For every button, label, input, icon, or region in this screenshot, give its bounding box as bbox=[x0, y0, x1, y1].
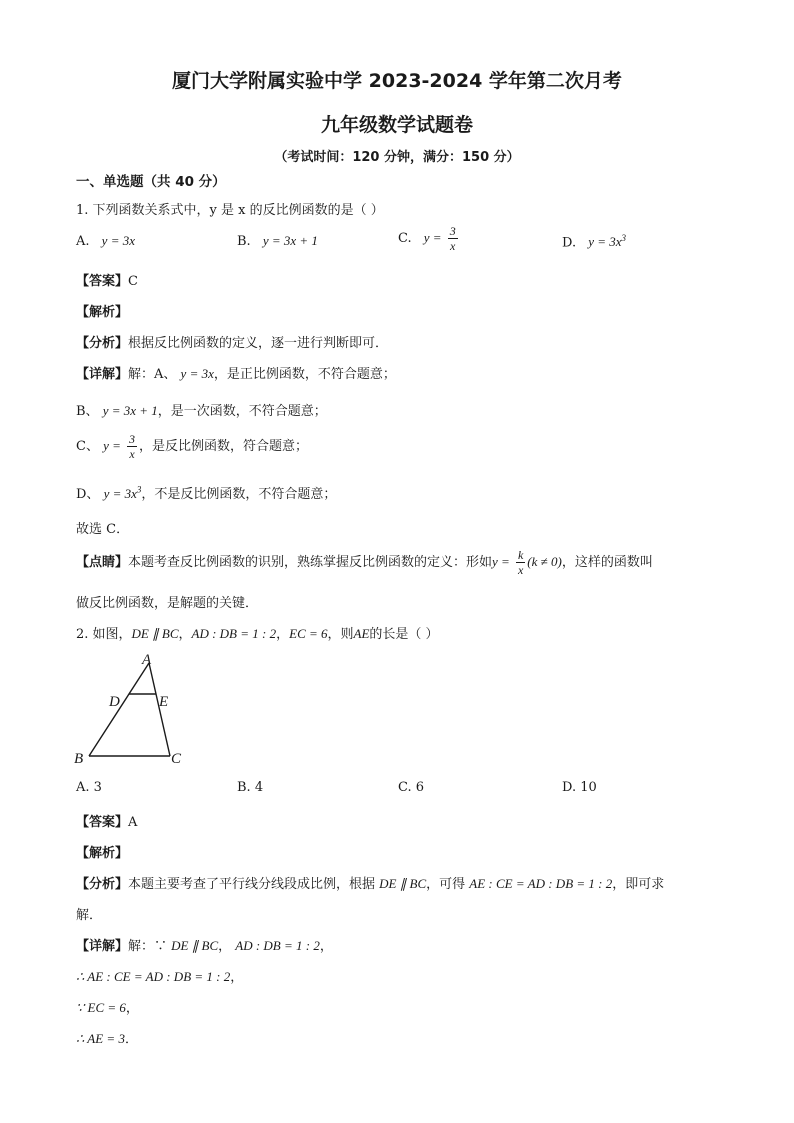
option-expr: y = bbox=[423, 230, 442, 245]
option-value: 6 bbox=[415, 780, 425, 795]
q1-stem: 1. 下列函数关系式中，y 是 x 的反比例函数的是（ ） bbox=[76, 203, 384, 218]
fenxi-ratio: AE : CE = AD : DB = 1 : 2 bbox=[469, 876, 613, 891]
xiangjie-tag: 【详解】 bbox=[76, 939, 129, 954]
section-heading: 一、单选题（共 40 分） bbox=[76, 174, 226, 190]
option-value: 3 bbox=[93, 780, 102, 795]
answer-tag: 【答案】 bbox=[76, 815, 129, 830]
q1-option-c bbox=[398, 225, 460, 252]
fraction bbox=[448, 225, 458, 252]
label-a: A bbox=[142, 652, 152, 668]
detail-prefix: 解：∵ bbox=[128, 939, 168, 954]
dianjing-text: 本题考查反比例函数的识别，熟练掌握反比例函数的定义：形如 bbox=[128, 555, 493, 570]
option-expr: y = 3x + 1 bbox=[262, 233, 318, 248]
fenxi-text-end: ，即可求 bbox=[612, 877, 665, 892]
fraction-denominator: x bbox=[129, 447, 135, 461]
stem-condition-3: EC = 6 bbox=[289, 626, 328, 641]
option-letter: D. bbox=[562, 780, 577, 795]
fraction bbox=[127, 433, 137, 460]
detail-prefix: B、 bbox=[76, 404, 99, 419]
option-letter: A. bbox=[76, 234, 90, 249]
label-d: D bbox=[109, 694, 120, 710]
answer-value: A bbox=[128, 815, 138, 830]
stem-condition-1: DE ∥ BC bbox=[131, 626, 179, 641]
option-letter: A. bbox=[76, 780, 90, 795]
fenxi-tag: 【分析】 bbox=[76, 336, 129, 351]
q1-analysis-tag: 【解析】 bbox=[76, 305, 129, 320]
detail-condition-2: AD : DB = 1 : 2 bbox=[235, 938, 320, 953]
q1-detail-c bbox=[76, 433, 308, 460]
detail-prefix: D、 bbox=[76, 487, 100, 502]
q2-analysis-tag: 【解析】 bbox=[76, 846, 129, 861]
dianjing-text-end: ，这样的函数叫 bbox=[561, 555, 653, 570]
option-letter: D. bbox=[562, 235, 577, 251]
detail-text: ，是一次函数，不符合题意； bbox=[157, 404, 327, 419]
q2-option-c bbox=[398, 780, 424, 795]
exponent: 3 bbox=[136, 484, 142, 495]
q2-fenxi-line2: 解． bbox=[76, 908, 103, 923]
q1-dianjing-line2: 做反比例函数，是解题的关键． bbox=[76, 596, 259, 611]
q2-fenxi bbox=[76, 873, 664, 892]
detail-expr: y = bbox=[103, 438, 121, 453]
stem-text-end: 的长是（ ） bbox=[369, 627, 439, 642]
dianjing-tag: 【点睛】 bbox=[76, 555, 129, 570]
q2-detail-2: ∴ AE : CE = AD : DB = 1 : 2， bbox=[76, 969, 244, 985]
detail-expr: y = 3x bbox=[180, 366, 214, 381]
q1-conclusion: 故选 C． bbox=[76, 522, 130, 537]
option-value: 10 bbox=[580, 780, 597, 795]
option-expr: y = 3x bbox=[588, 234, 622, 250]
detail-text: ，是反比例函数，符合题意； bbox=[139, 439, 309, 454]
answer-tag: 【答案】 bbox=[76, 274, 129, 289]
option-letter: B. bbox=[237, 780, 251, 795]
option-letter: B. bbox=[237, 234, 251, 249]
q1-detail-a bbox=[76, 363, 396, 382]
fraction bbox=[516, 549, 525, 576]
fenxi-text: 根据反比例函数的定义，逐一进行判断即可． bbox=[128, 336, 389, 351]
q1-detail-d bbox=[76, 483, 336, 502]
fraction-numerator: 3 bbox=[449, 224, 456, 238]
dianjing-expr: y = bbox=[492, 554, 510, 569]
exponent: 3 bbox=[621, 233, 627, 243]
stem-prefix: 2. 如图， bbox=[76, 627, 132, 642]
fraction-denominator: x bbox=[517, 563, 524, 577]
q2-detail-1: 【详解】解：∵ DE ∥ BC， AD : DB = 1 : 2， bbox=[76, 938, 333, 954]
option-value: 4 bbox=[254, 780, 264, 795]
fenxi-text-mid: ，可得 bbox=[426, 877, 466, 892]
triangle-figure bbox=[70, 648, 200, 770]
q1-fenxi bbox=[76, 332, 388, 351]
fraction-numerator: 3 bbox=[129, 432, 136, 446]
q2-stem: 2. 如图，DE ∥ BC，AD : DB = 1 : 2，EC = 6，则AE的长是（ ） bbox=[76, 626, 439, 642]
label-e: E bbox=[159, 694, 169, 710]
q2-answer bbox=[76, 811, 137, 830]
q2-option-d bbox=[562, 780, 597, 795]
q2-option-a bbox=[76, 780, 102, 795]
q1-answer bbox=[76, 270, 138, 289]
detail-expr: y = 3x + 1 bbox=[102, 403, 158, 418]
label-c: C bbox=[171, 751, 182, 767]
q1-option-b bbox=[237, 233, 318, 249]
detail-prefix: C、 bbox=[76, 439, 99, 454]
q1-option-d bbox=[562, 233, 626, 250]
detail-prefix: 解：A、 bbox=[128, 367, 177, 382]
detail-expr: ∵ EC = 6 bbox=[76, 1000, 126, 1015]
detail-expr: ∴ AE : CE = AD : DB = 1 : 2 bbox=[76, 969, 231, 984]
answer-value: C bbox=[128, 274, 138, 289]
label-b: B bbox=[74, 751, 84, 767]
stem-text: ，则 bbox=[327, 627, 354, 642]
detail-text: ，不是反比例函数，不符合题意； bbox=[141, 487, 337, 502]
q1-option-a bbox=[76, 233, 135, 249]
detail-expr: y = 3x bbox=[103, 486, 137, 501]
q2-detail-3: ∵ EC = 6， bbox=[76, 1000, 139, 1016]
q2-option-b bbox=[237, 780, 263, 795]
q1-detail-b bbox=[76, 400, 327, 419]
option-letter: C. bbox=[398, 231, 412, 246]
exam-title: 厦门大学附属实验中学 2023-2024 学年第二次月考 bbox=[172, 70, 622, 92]
stem-target: AE bbox=[353, 626, 370, 641]
xiangjie-tag: 【详解】 bbox=[76, 367, 129, 382]
option-letter: C. bbox=[398, 780, 412, 795]
exam-subtitle: 九年级数学试题卷 bbox=[320, 114, 473, 136]
fraction-denominator: x bbox=[450, 239, 456, 253]
option-expr: y = 3x bbox=[101, 233, 135, 248]
fenxi-tag: 【分析】 bbox=[76, 877, 129, 892]
stem-condition-2: AD : DB = 1 : 2 bbox=[191, 626, 277, 641]
detail-text: ，是正比例函数，不符合题意； bbox=[213, 367, 396, 382]
fenxi-text: 本题主要考查了平行线分线段成比例，根据 bbox=[128, 877, 376, 892]
dianjing-condition: (k ≠ 0) bbox=[527, 554, 562, 569]
detail-condition-1: DE ∥ BC bbox=[171, 938, 219, 953]
detail-expr: ∴ AE = 3 bbox=[76, 1031, 125, 1046]
q2-detail-4: ∴ AE = 3． bbox=[76, 1031, 138, 1047]
q1-dianjing bbox=[76, 549, 653, 576]
fraction-numerator: k bbox=[517, 548, 524, 562]
fenxi-condition: DE ∥ BC bbox=[379, 876, 427, 891]
exam-info: （考试时间：120 分钟，满分：150 分） bbox=[274, 150, 520, 165]
